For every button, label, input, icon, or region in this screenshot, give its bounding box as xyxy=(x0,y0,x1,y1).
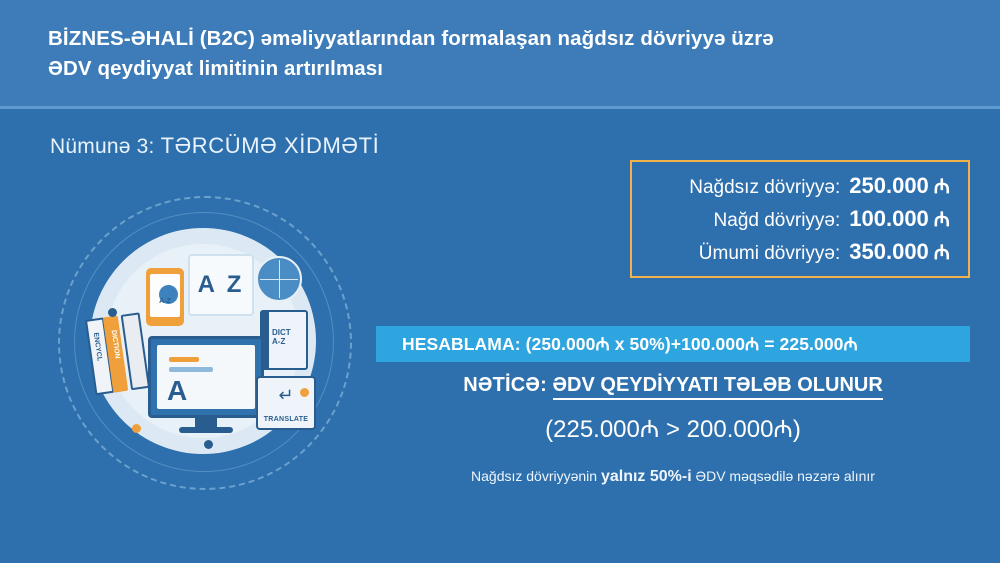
calculation-strip xyxy=(376,326,970,362)
figure-value: 100.000 xyxy=(849,206,929,231)
screen-bar-1 xyxy=(169,357,199,362)
monitor-stand xyxy=(195,415,217,427)
dictionary-label-line-1: DICT xyxy=(272,328,291,337)
figure-label: Nağd dövriyyə: xyxy=(713,210,841,231)
phone-screen xyxy=(150,274,180,317)
dictionary-label xyxy=(272,328,291,346)
translate-label: TRANSLATE xyxy=(263,416,309,423)
monitor-letter: A xyxy=(167,375,188,406)
page-title xyxy=(48,24,960,84)
translate-button-icon xyxy=(256,376,316,430)
computer-monitor-icon xyxy=(148,336,264,418)
screen-bar-2 xyxy=(169,367,213,372)
currency-symbol: ₼ xyxy=(933,242,950,264)
book-1-label: ENCYCL xyxy=(91,332,103,362)
figure-label: Ümumi dövriyyə: xyxy=(698,243,841,264)
table-row xyxy=(632,172,950,205)
enter-arrow-icon: ↵ xyxy=(278,385,294,405)
result-line xyxy=(376,374,970,397)
monitor-base xyxy=(179,427,233,433)
currency-symbol: ₼ xyxy=(933,209,950,231)
smartphone-icon xyxy=(146,268,184,326)
decorative-dot-1 xyxy=(132,424,141,433)
page-title-line-2: ƏDV qeydiyyat limitinin artırılması xyxy=(48,57,384,80)
header-divider xyxy=(0,106,1000,109)
footnote-post: ƏDV məqsədilə nəzərə alınır xyxy=(691,468,875,484)
phone-label: A-Z xyxy=(159,298,171,305)
decorative-dot-3 xyxy=(108,308,117,317)
globe-icon xyxy=(256,256,302,302)
dictionary-book-icon xyxy=(260,310,308,370)
comparison-text: (225.000₼ > 200.000₼) xyxy=(545,416,801,443)
figure-value: 250.000 xyxy=(849,173,929,198)
currency-symbol: ₼ xyxy=(933,176,950,198)
turnover-figures-box xyxy=(630,160,970,278)
az-card-label: A Z xyxy=(197,271,245,298)
sample-prefix: Nümunə 3: xyxy=(50,135,155,158)
sample-name: TƏRCÜMƏ XİDMƏTİ xyxy=(160,133,380,158)
page-title-line-1: BİZNES-ƏHALİ (B2C) əməliyyatlarından formalaşan nağdsız dövriyyə üzrə xyxy=(48,27,774,50)
footnote-pre: Nağdsız dövriyyənin xyxy=(471,468,601,484)
table-row xyxy=(632,238,950,271)
books-stack-icon xyxy=(85,313,147,395)
az-card-icon xyxy=(188,254,254,316)
result-label: NƏTİCƏ: xyxy=(463,374,547,396)
book-2-label: DICTION xyxy=(109,329,121,360)
figure-value: 350.000 xyxy=(849,239,929,264)
slide-header xyxy=(0,0,1000,106)
decorative-dot-4 xyxy=(300,388,309,397)
footnote xyxy=(376,468,970,486)
decorative-dot-2 xyxy=(204,440,213,449)
translation-service-illustration xyxy=(28,188,368,518)
monitor-screen xyxy=(157,345,255,409)
calculation-text: HESABLAMA: (250.000₼ x 50%)+100.000₼ = 225.000₼ xyxy=(402,334,858,354)
table-row xyxy=(632,205,950,238)
dictionary-label-line-2: A-Z xyxy=(272,337,286,346)
result-value: ƏDV QEYDİYYATI TƏLƏB OLUNUR xyxy=(553,374,883,400)
figure-label: Nağdsız dövriyyə: xyxy=(689,177,841,198)
footnote-emphasis: yalnız 50%-i xyxy=(600,468,692,485)
sample-label xyxy=(50,133,379,159)
